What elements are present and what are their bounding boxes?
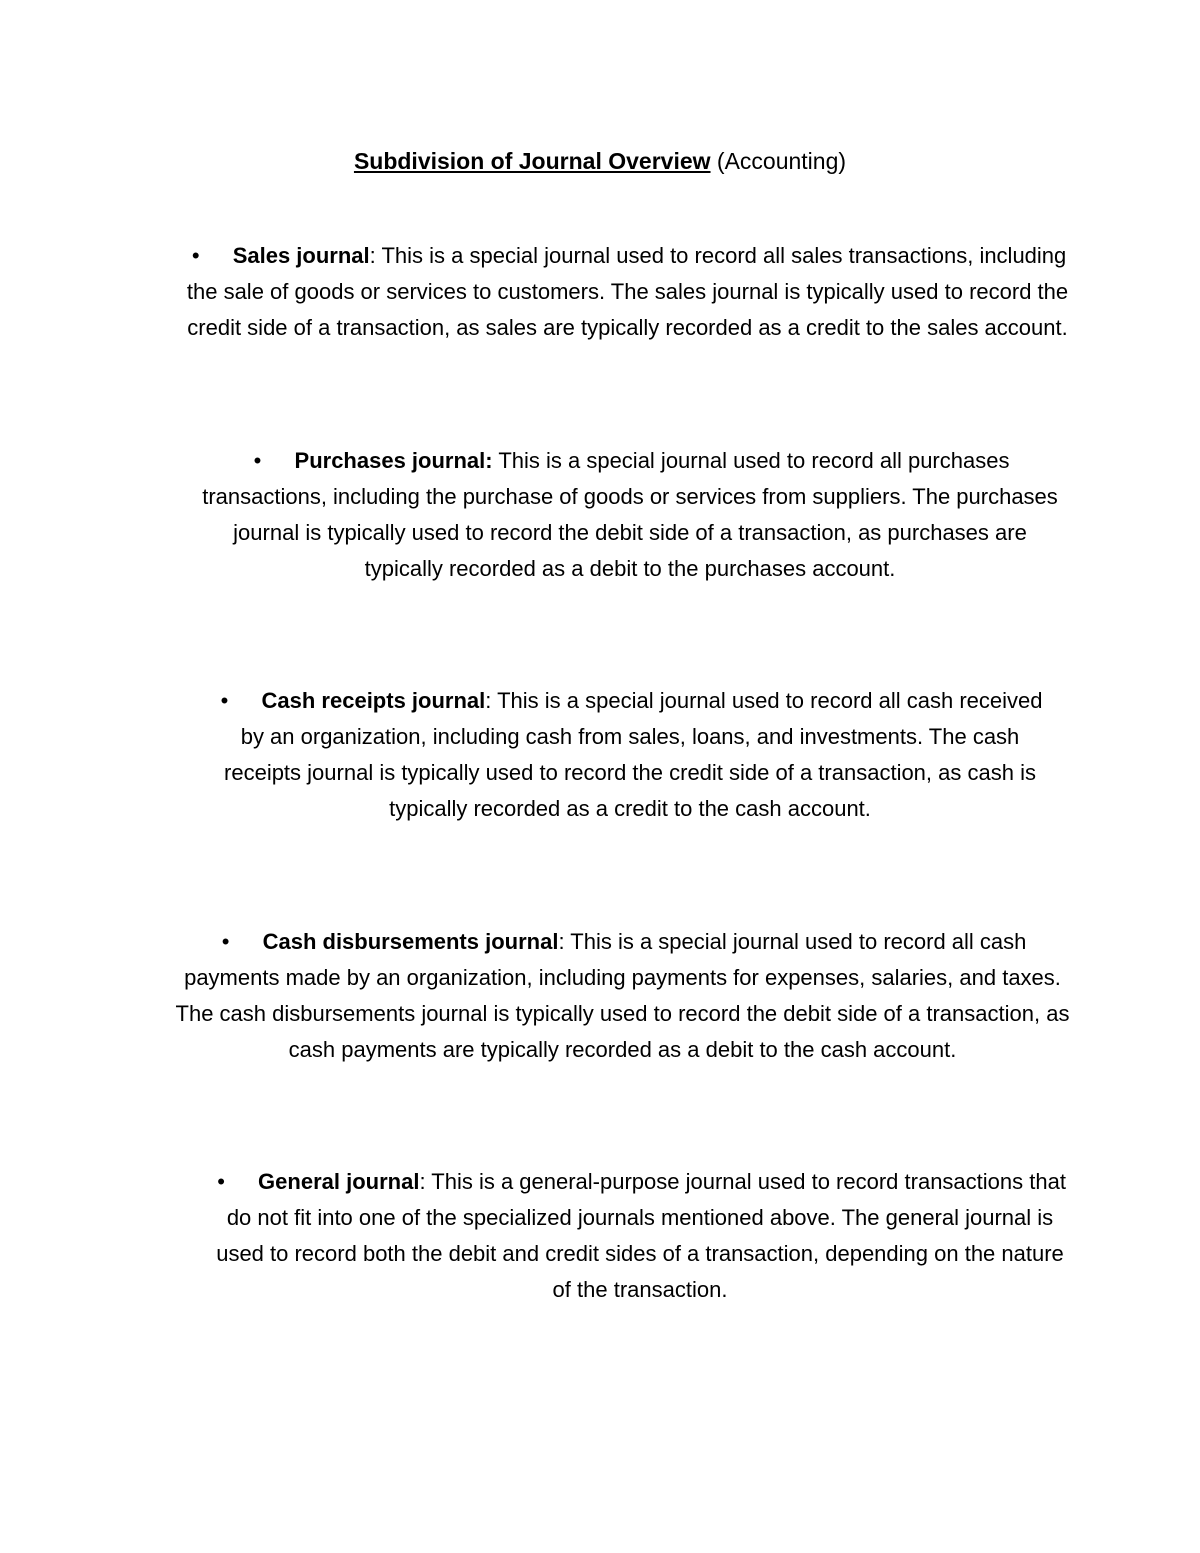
entry-cash-disbursements-journal bbox=[175, 924, 1070, 1068]
bullet-icon: • bbox=[191, 243, 200, 268]
entry-term: General journal bbox=[258, 1169, 420, 1194]
entry-cash-receipts-journal bbox=[205, 683, 1055, 827]
bullet-icon: • bbox=[217, 1169, 225, 1194]
entry-purchases-journal bbox=[195, 443, 1065, 587]
entry-term: Cash disbursements journal bbox=[262, 929, 559, 954]
bullet-icon: • bbox=[253, 448, 262, 473]
entry-term: Purchases journal: bbox=[294, 448, 493, 473]
entry-text: This is a general-purpose journal used to record transactions that do not fit into one of the specialized journals mentioned above. The general journal is used to record both the debit and credit sides of a transaction, depending on the nature of the transaction. bbox=[216, 1169, 1066, 1302]
title-main: Subdivision of Journal Overview bbox=[353, 148, 711, 174]
bullet-icon: • bbox=[220, 688, 229, 713]
entry-text: This is a special journal used to record all purchases transactions, including the purchase of goods or services from suppliers. The purchases journal is typically used to record the debit side of a transaction, as purchases are typically recorded as a debit to the purchases account. bbox=[202, 448, 1058, 581]
document-title bbox=[0, 143, 1200, 179]
title-suffix: (Accounting) bbox=[710, 148, 847, 174]
bullet-icon: • bbox=[221, 929, 230, 954]
entry-sales-journal bbox=[185, 238, 1070, 346]
entry-term: Cash receipts journal bbox=[261, 688, 486, 713]
entry-text: This is a special journal used to record all cash payments made by an organization, including payments for expenses, salaries, and taxes. The cash disbursements journal is typically used to record the debit side of a transaction, as cash payments are typically recorded as a debit to the cash account. bbox=[175, 929, 1070, 1062]
entry-separator: : bbox=[558, 929, 571, 954]
entry-text: This is a special journal used to record all cash received by an organization, including cash from sales, loans, and investments. The cash receipts journal is typically used to record the credit side of a transaction, as cash is typically recorded as a credit to the cash account. bbox=[224, 688, 1043, 821]
entry-separator: : bbox=[485, 688, 498, 713]
entry-term: Sales journal bbox=[232, 243, 370, 268]
entry-separator: : bbox=[369, 243, 382, 268]
entry-separator: : bbox=[419, 1169, 432, 1194]
entry-text: This is a special journal used to record all sales transactions, including the sale of goods or services to customers. The sales journal is typically used to record the credit side of a transaction, as sales are typically recorded as a credit to the sales account. bbox=[186, 243, 1069, 340]
entry-general-journal bbox=[205, 1164, 1075, 1308]
